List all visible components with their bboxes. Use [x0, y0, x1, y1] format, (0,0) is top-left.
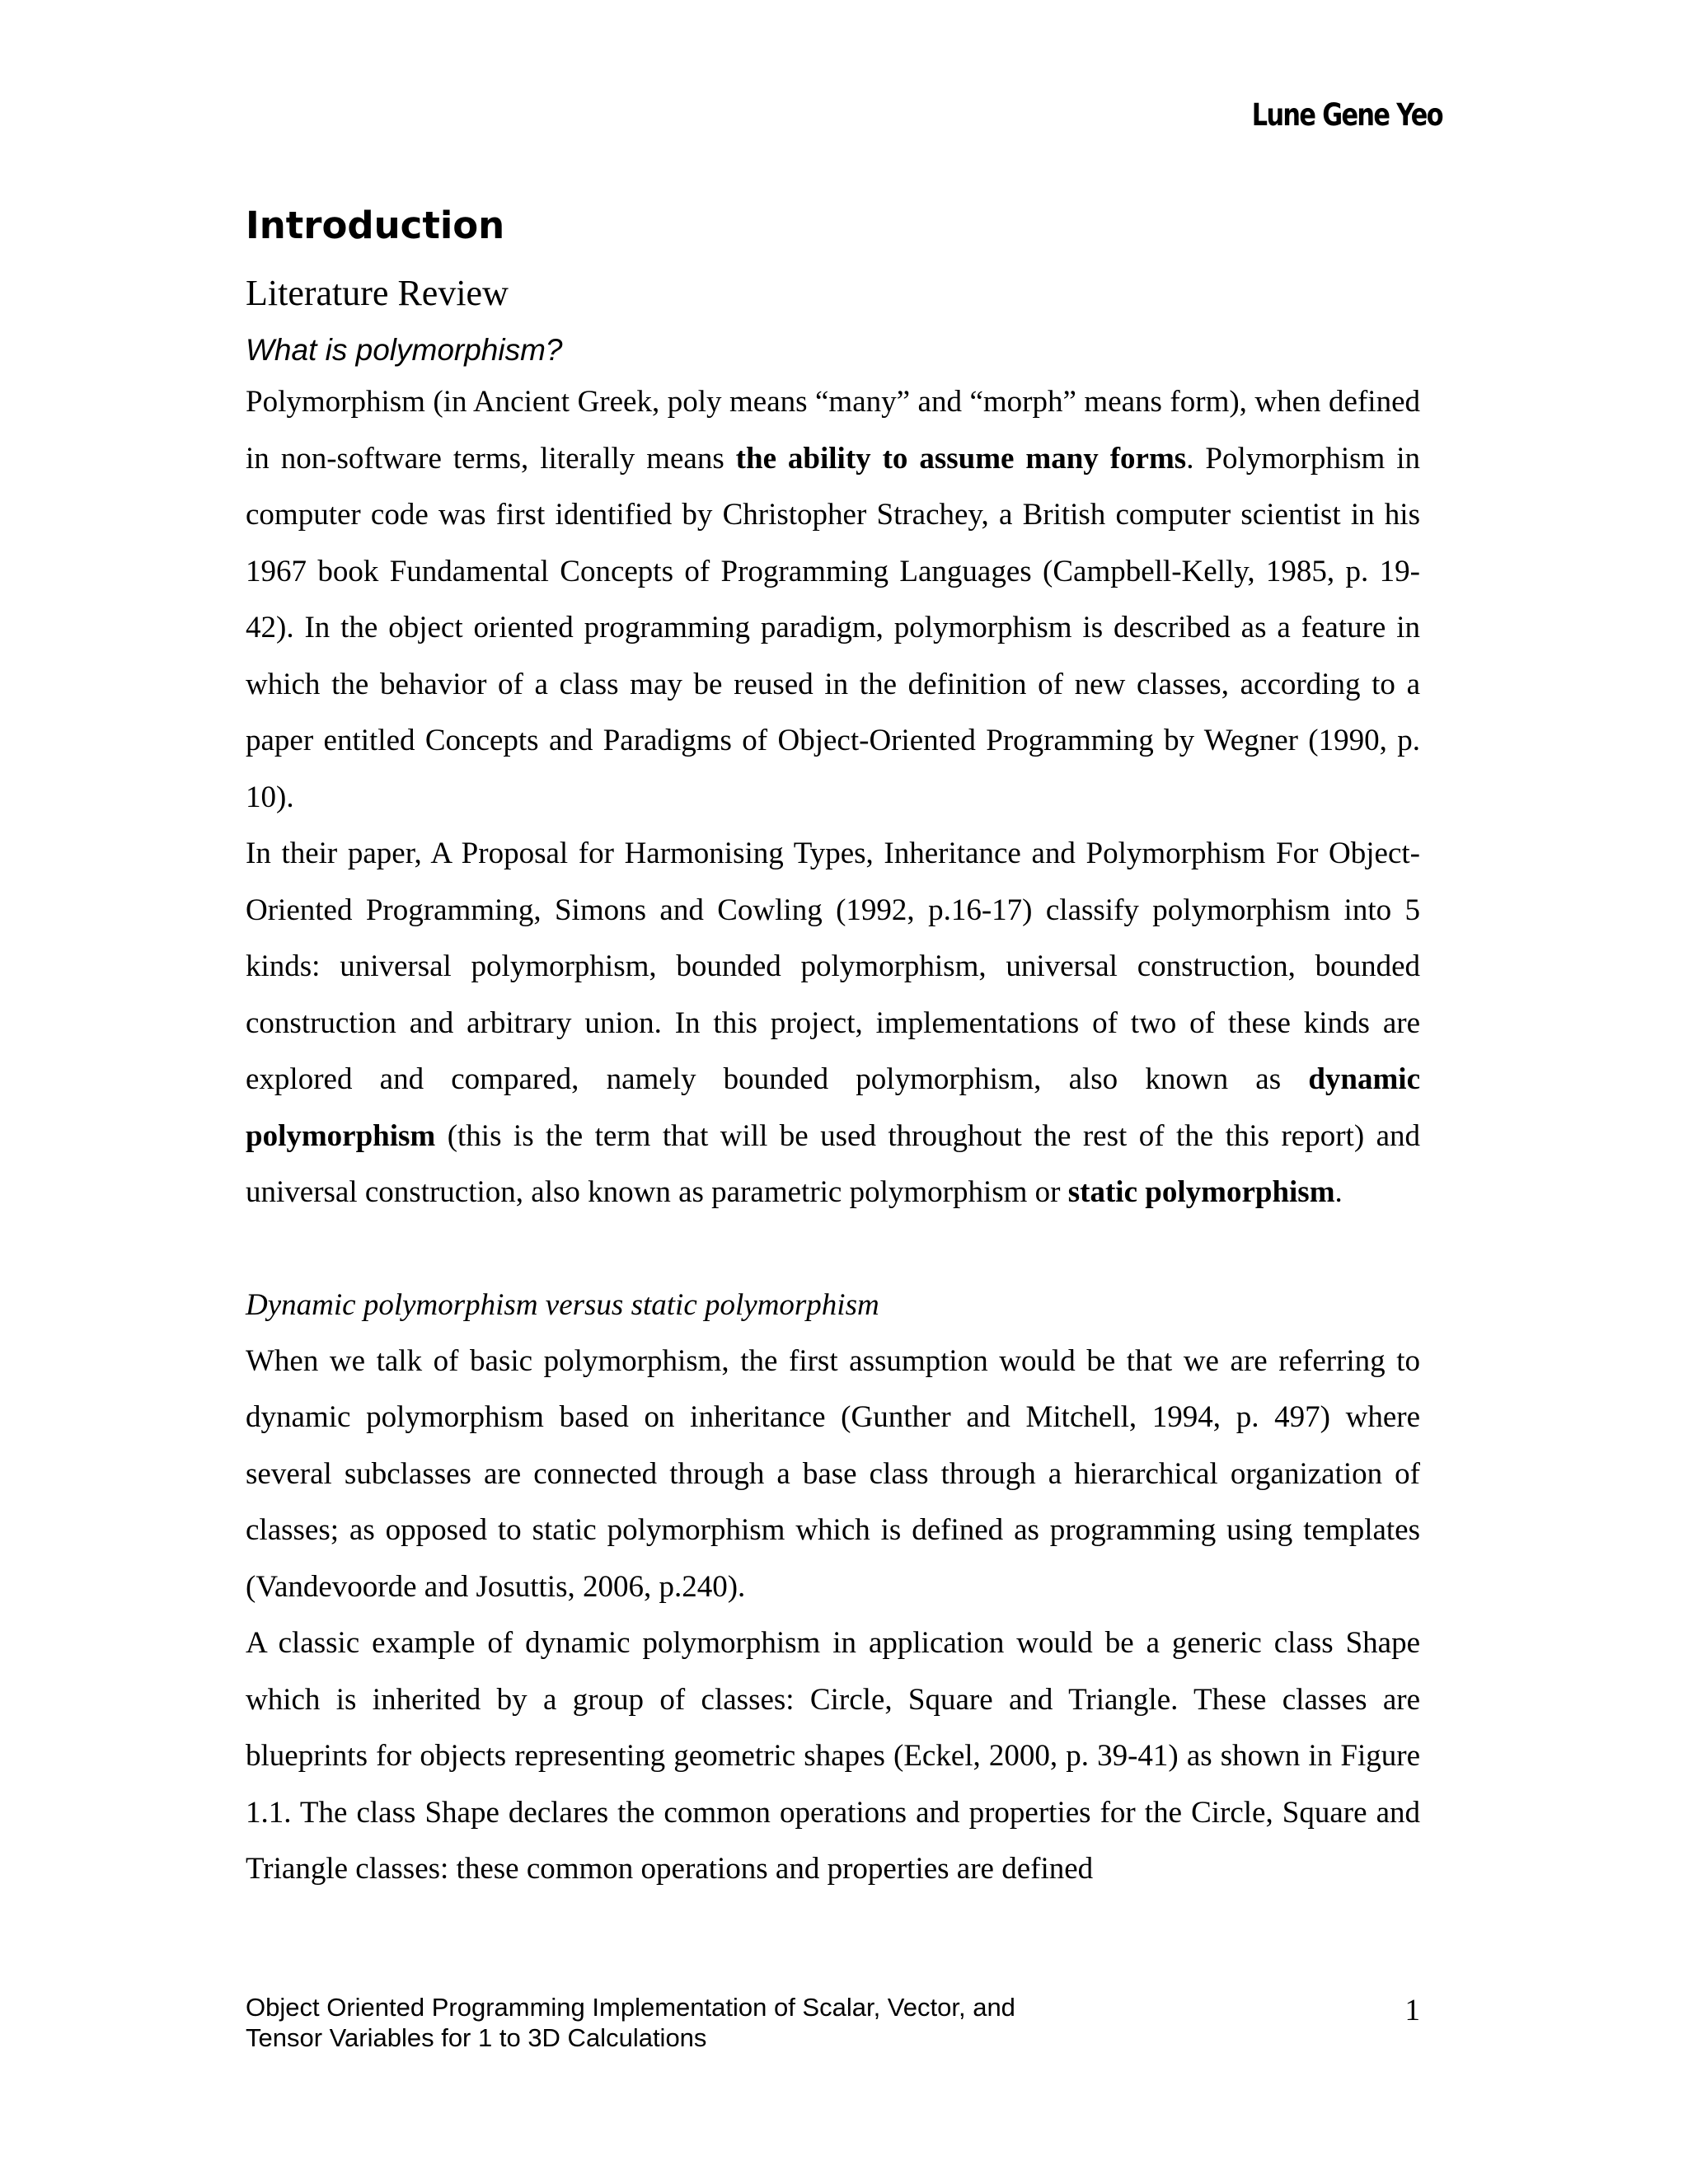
paragraph-polymorphism-kinds: [246, 826, 1420, 1221]
question-heading: What is polymorphism?: [246, 333, 563, 367]
paragraph-text: In their paper, A Proposal for Harmonising Types, Inheritance and Polymorphism For Object-Oriented Programming, Simons and Cowling (1992, p.16-17) classify polymorphism into 5 kinds: universal polymorphism, bounded polymorphism, universal construction, bounded construction and arbitrary union. In this project, implementations of two of these kinds are explored and compared, namely bounded polymorphism, also known as: [246, 837, 1420, 1096]
bold-term: the ability to assume many forms: [735, 441, 1187, 476]
running-header-author: Lune Gene Yeo: [1251, 97, 1442, 133]
paragraph-text: . Polymorphism in computer code was first identified by Christopher Strachey, a British computer scientist in his 1967 book Fundamental Concepts of Programming Languages (Campbell-Kelly, 1985, p. 19-42). In the object oriented programming paradigm, polymorphism is described as a feature in which the behavior of a class may be reused in the definition of new classes, according to a paper entitled Concepts and Paradigms of Object-Oriented Programming by Wegner (1990, p. 10).: [246, 441, 1420, 814]
paragraph-text: (this is the term that will be used throughout the rest of the this report) and universal construction, also known as parametric polymorphism or: [246, 1118, 1420, 1209]
page-footer: [246, 1992, 1420, 2053]
subsection-heading: Dynamic polymorphism versus static polymorphism: [246, 1287, 879, 1322]
section-title: Introduction: [246, 204, 505, 247]
paragraph-dynamic-vs-static: When we talk of basic polymorphism, the first assumption would be that we are referring to dynamic polymorphism based on inheritance (Gunther and Mitchell, 1994, p. 497) where several subclasses are connected through a base class through a hierarchical organization of classes; as opposed to static polymorphism which is defined as programming using templates (Vandevoorde and Josuttis, 2006, p.240).: [246, 1343, 1420, 1604]
page-number: 1: [1404, 1994, 1420, 2027]
paragraph-polymorphism-definition: [246, 374, 1420, 826]
page-content: [246, 196, 1420, 1898]
bold-term: static polymorphism: [1067, 1175, 1335, 1209]
section-subtitle: Literature Review: [246, 273, 509, 313]
paragraph-text: Polymorphism (in Ancient Greek, poly means “many” and “morph” means form), when defined in non-software terms, literally means: [246, 385, 1420, 476]
footer-line: Object Oriented Programming Implementation of Scalar, Vector, and: [246, 1993, 1015, 2022]
footer-document-title: [246, 1992, 1152, 2053]
footer-line: Tensor Variables for 1 to 3D Calculations: [246, 2023, 707, 2052]
paragraph-shape-example: A classic example of dynamic polymorphism in application would be a generic class Shape which is inherited by a group of classes: Circle, Square and Triangle. These classes are blueprints for objects representing geometric shapes (Eckel, 2000, p. 39-41) as shown in Figure 1.1. The class Shape declares the common operations and properties for the Circle, Square and Triangle classes: these common operations and properties are defined: [246, 1626, 1420, 1886]
paragraph-text: .: [1334, 1175, 1343, 1209]
bold-term: dynamic polymorphism: [246, 1062, 1420, 1153]
